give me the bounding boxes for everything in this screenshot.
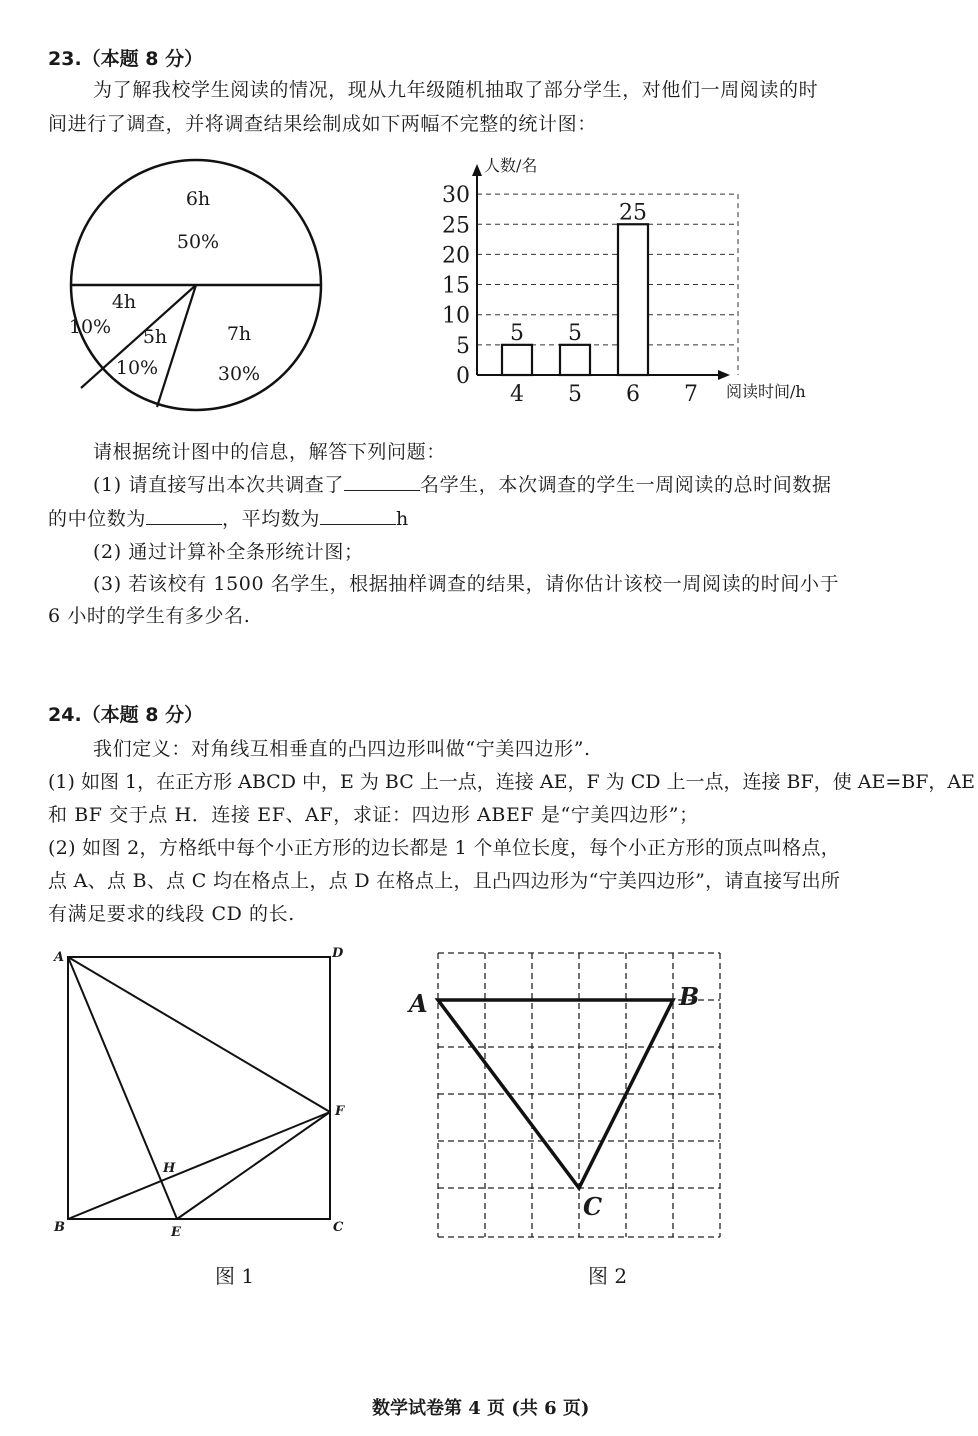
q23-instruction: 请根据统计图中的信息，解答下列问题： [93, 441, 446, 463]
y-tick-label: 0 [456, 364, 470, 389]
page-footer: 数学试卷第 4 页 (共 6 页) [372, 1398, 590, 1419]
grid-lines [438, 953, 720, 1237]
q23-part1-line2 [48, 504, 409, 531]
pie-pct-7h: 30% [217, 363, 261, 385]
fig1-label-f: F [335, 1104, 345, 1119]
x-tick-label: 4 [510, 382, 524, 407]
q23-part1-text-b: 名学生，本次调查的学生一周阅读的总时间数据 [419, 474, 832, 496]
pie-label-4h: 4h [111, 291, 137, 313]
pie-chart [40, 155, 370, 425]
data-label-5: 5 [568, 320, 582, 346]
segment-af [68, 957, 330, 1112]
fig1-label-c: C [333, 1220, 344, 1235]
q24-part1-line1: (1) 如图 1，在正方形 ABCD 中，E 为 BC 上一点，连接 AE，F 为 CD 上一点，连接 BF，使 AE=BF，AE [48, 771, 975, 793]
q24-definition: 我们定义：对角线互相垂直的凸四边形叫做“宁美四边形”. [93, 738, 591, 760]
x-axis-arrow [718, 370, 730, 380]
x-axis-title: 阅读时间/h [726, 382, 806, 401]
fig1-label-h: H [163, 1161, 176, 1176]
x-tick-label: 6 [626, 382, 640, 407]
pie-label-7h: 7h [226, 323, 252, 345]
y-tick-label: 5 [456, 333, 470, 359]
q23-part2: (2) 通过计算补全条形统计图； [93, 541, 364, 563]
y-tick-label: 15 [442, 273, 470, 299]
fig1-label-d: D [332, 946, 344, 961]
pie-pct-5h: 10% [115, 357, 159, 379]
answer-blank-mean[interactable] [320, 506, 396, 525]
fig1-label-b: B [54, 1220, 65, 1235]
answer-blank-median[interactable] [146, 506, 222, 525]
bar-6 [618, 224, 648, 375]
bar-4 [502, 345, 532, 375]
q23-part1-text-c: 的中位数为 [48, 508, 147, 530]
q23-part3-line1: (3) 若该校有 1500 名学生，根据抽样调查的结果，请你估计该校一周阅读的时间小于 [93, 573, 840, 595]
fig2-caption: 图 2 [588, 1264, 628, 1288]
segment-ae [68, 957, 177, 1219]
figure-2 [405, 945, 735, 1245]
data-label-6: 25 [619, 200, 647, 226]
bar-chart [420, 145, 840, 415]
q23-heading: 23.（本题 8 分） [48, 48, 204, 70]
pie-pct-6h: 50% [176, 231, 220, 253]
q23-intro-line2: 间进行了调查，并将调查结果绘制成如下两幅不完整的统计图： [48, 113, 597, 135]
y-tick-label: 10 [442, 303, 470, 329]
q23-part1-text-e: h [396, 508, 409, 530]
x-tick-label: 5 [568, 382, 582, 407]
x-tick-label: 7 [684, 382, 698, 407]
q24-part1-line2: 和 BF 交于点 H．连接 EF、AF，求证：四边形 ABEF 是“宁美四边形”； [48, 804, 699, 826]
pie-label-6h: 6h [185, 188, 211, 210]
data-label-4: 5 [510, 320, 524, 346]
y-tick-label: 20 [442, 243, 470, 269]
fig2-label-a: A [409, 989, 428, 1018]
q23-intro-line1: 为了解我校学生阅读的情况，现从九年级随机抽取了部分学生，对他们一周阅读的时 [93, 79, 819, 101]
figure-1 [45, 945, 365, 1245]
y-axis-arrow [472, 164, 482, 176]
answer-blank-count[interactable] [344, 472, 420, 491]
q23-part1-text-a: (1) 请直接写出本次共调查了 [93, 474, 344, 496]
q23-part3-line2: 6 小时的学生有多少名. [48, 605, 251, 627]
fig1-label-e: E [171, 1225, 181, 1240]
y-tick-label: 30 [442, 183, 470, 209]
q24-part2-line2: 点 A、点 B、点 C 均在格点上，点 D 在格点上，且凸四边形为“宁美四边形”，请直接写出所 [48, 870, 841, 892]
bar-5 [560, 345, 590, 375]
q24-part2-line3: 有满足要求的线段 CD 的长. [48, 903, 295, 925]
pie-pct-4h: 10% [68, 316, 112, 338]
fig2-label-c: C [583, 1192, 603, 1221]
q23-part1-text-d: ，平均数为 [222, 508, 321, 530]
y-axis-title: 人数/名 [484, 156, 538, 175]
q24-heading: 24.（本题 8 分） [48, 704, 204, 726]
fig1-caption: 图 1 [215, 1264, 255, 1288]
y-tick-label: 25 [442, 213, 470, 239]
q23-part1-line1 [93, 470, 832, 497]
fig2-label-b: B [679, 982, 700, 1011]
pie-label-5h: 5h [142, 326, 168, 348]
q24-part2-line1: (2) 如图 2，方格纸中每个小正方形的边长都是 1 个单位长度，每个小正方形的顶点叫格点， [48, 837, 841, 859]
fig1-label-a: A [54, 950, 65, 965]
